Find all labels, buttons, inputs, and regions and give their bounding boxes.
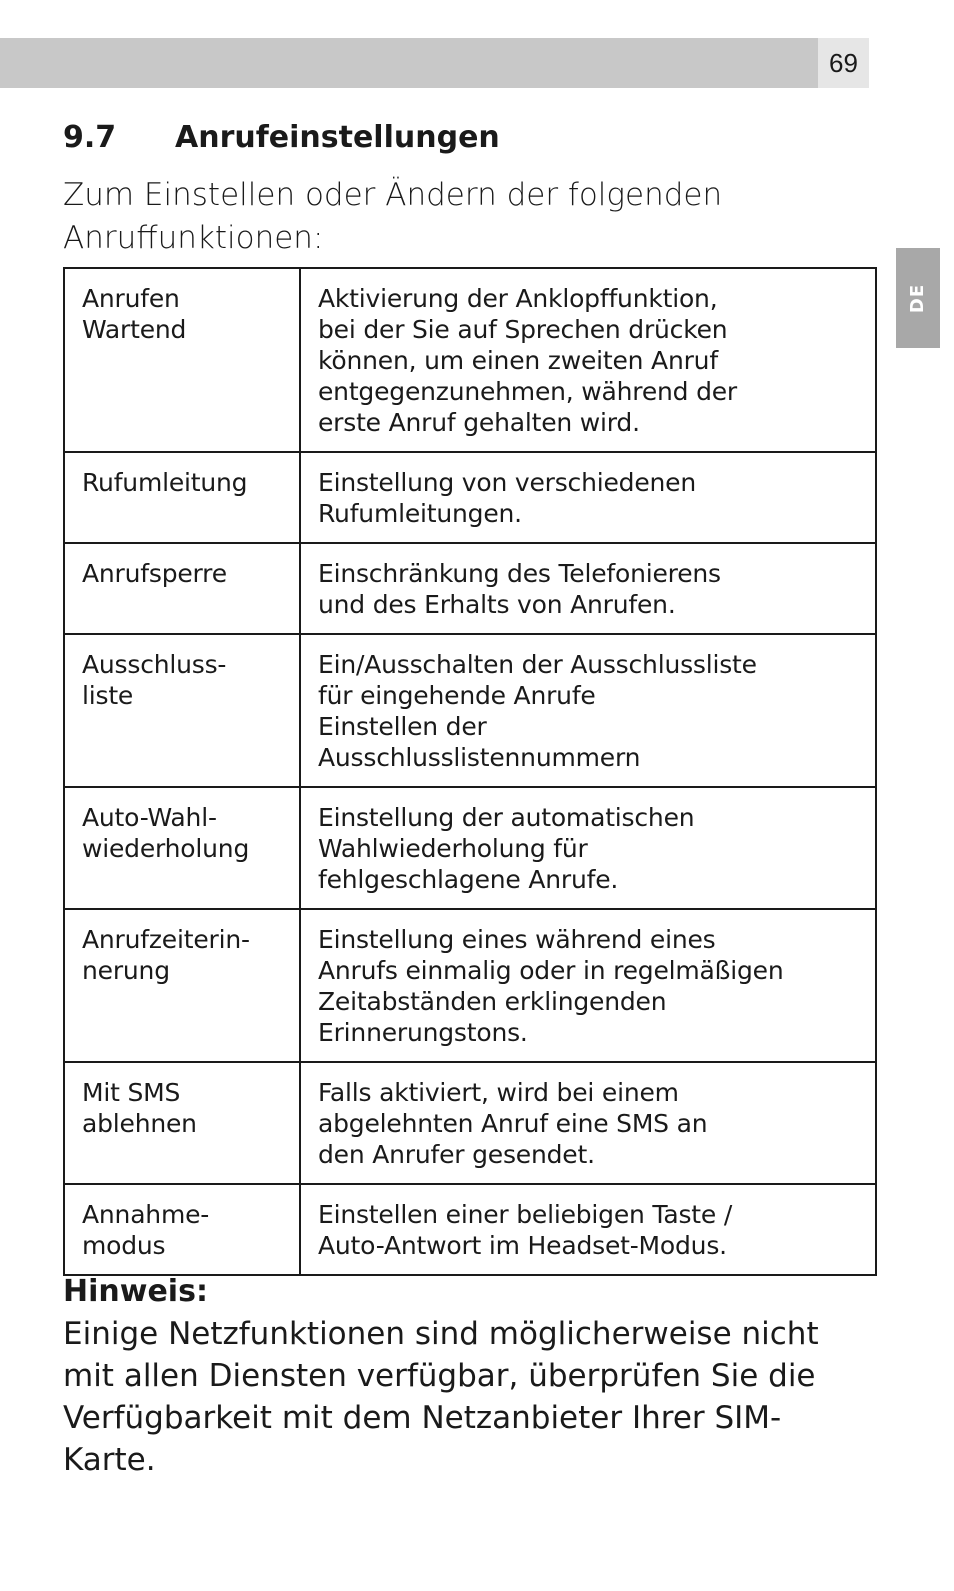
setting-name: Anrufsperre: [64, 543, 300, 634]
section-number: 9.7: [63, 120, 117, 155]
header-bar: [0, 38, 818, 88]
setting-description: Falls aktiviert, wird bei einem abgelehnten Anruf eine SMS an den Anrufer gesendet.: [300, 1062, 876, 1184]
table-row: [64, 1184, 876, 1275]
hint-text: Einige Netzfunktionen sind möglicherweise nicht mit allen Diensten verfügbar, überprüfen Sie die Verfügbarkeit mit dem Netzanbieter Ihrer SIM-Karte.: [63, 1316, 819, 1478]
table-row: [64, 268, 876, 452]
section-title: Anrufeinstellungen: [175, 120, 500, 155]
table-row: [64, 787, 876, 909]
table-row: [64, 543, 876, 634]
setting-name: Rufumleitung: [64, 452, 300, 543]
setting-name: Anrufzeiterin- nerung: [64, 909, 300, 1062]
language-tab: [896, 248, 940, 348]
setting-description: Aktivierung der Anklopffunktion, bei der Sie auf Sprechen drücken können, um einen zweiten Anruf entgegenzunehmen, während der erste Anruf gehalten wird.: [300, 268, 876, 452]
setting-description: Einstellung von verschiedenen Rufumleitungen.: [300, 452, 876, 543]
section-intro: Zum Einstellen oder Ändern der folgenden Anruffunktionen:: [63, 177, 723, 256]
table-row: [64, 1062, 876, 1184]
setting-name: Mit SMS ablehnen: [64, 1062, 300, 1184]
setting-name: Auto-Wahl- wiederholung: [64, 787, 300, 909]
table-row: [64, 909, 876, 1062]
table-row: [64, 452, 876, 543]
setting-name: Annahme- modus: [64, 1184, 300, 1275]
setting-description: Einstellen einer beliebigen Taste / Auto-Antwort im Headset-Modus.: [300, 1184, 876, 1275]
setting-name: Ausschluss- liste: [64, 634, 300, 787]
setting-description: Ein/Ausschalten der Ausschlussliste für eingehende Anrufe Einstellen der Ausschlusslistennummern: [300, 634, 876, 787]
table-row: [64, 634, 876, 787]
setting-description: Einschränkung des Telefonierens und des Erhalts von Anrufen.: [300, 543, 876, 634]
setting-description: Einstellung der automatischen Wahlwiederholung für fehlgeschlagene Anrufe.: [300, 787, 876, 909]
page-number: 69: [818, 38, 869, 88]
language-tab-label: DE: [907, 283, 929, 313]
section-heading: [63, 116, 500, 160]
setting-description: Einstellung eines während eines Anrufs einmalig oder in regelmäßigen Zeitabständen erklingenden Erinnerungstons.: [300, 909, 876, 1062]
setting-name: Anrufen Wartend: [64, 268, 300, 452]
hint-heading: Hinweis:: [63, 1274, 208, 1309]
call-settings-table: [63, 267, 877, 1276]
